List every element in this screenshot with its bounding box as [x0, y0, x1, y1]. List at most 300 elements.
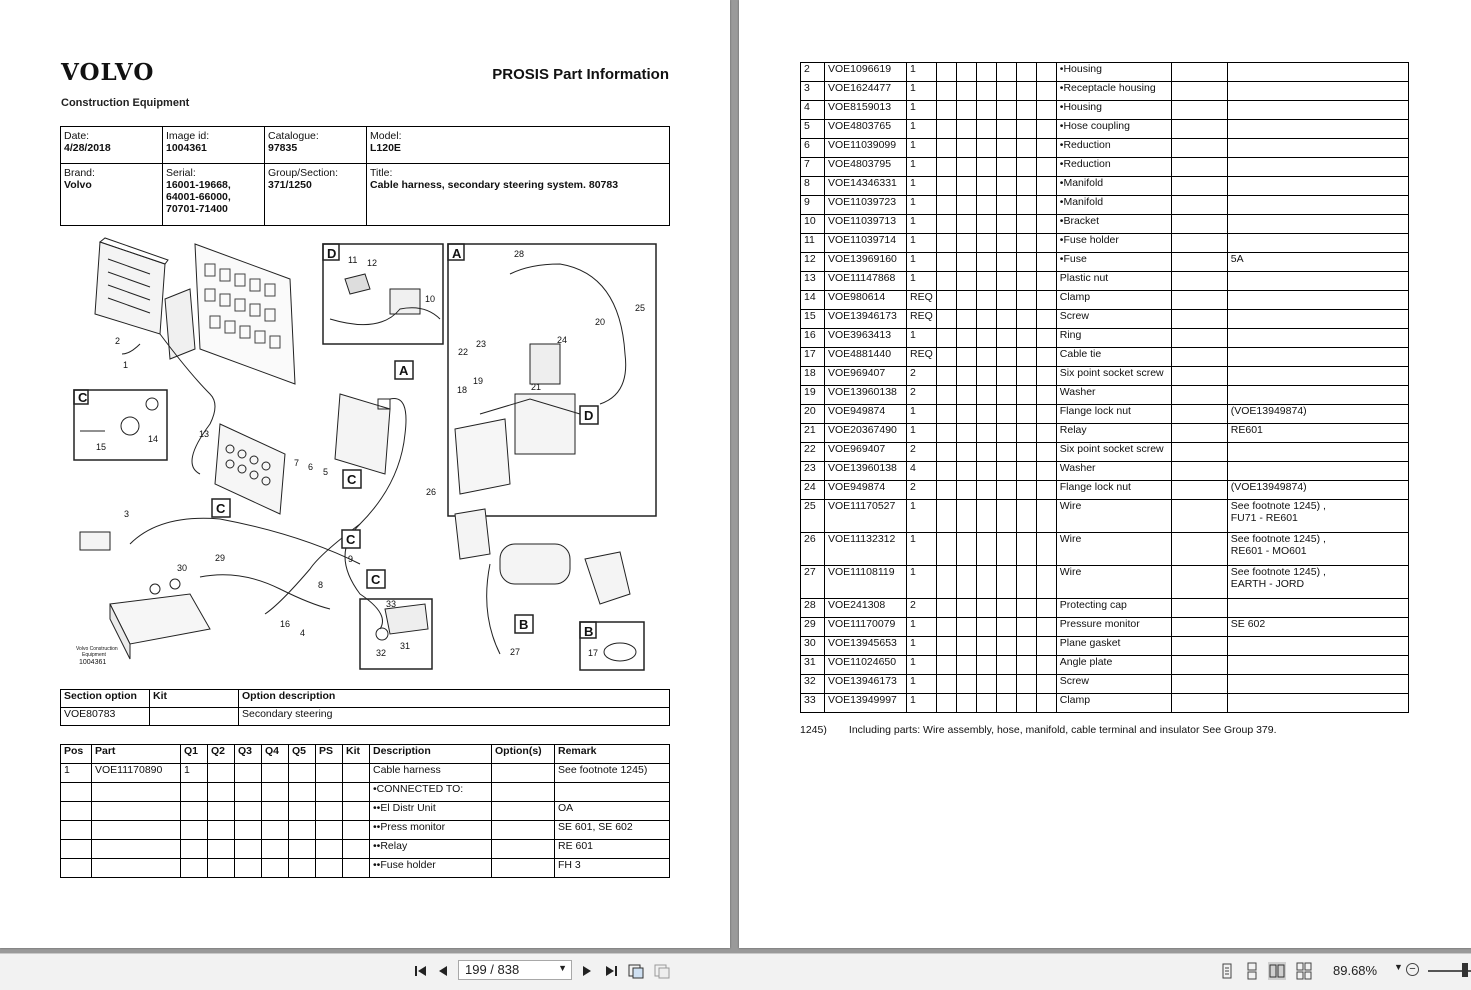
- next-view-icon[interactable]: [653, 962, 671, 980]
- description-cell: Screw: [1056, 675, 1171, 694]
- table-row: [801, 158, 1409, 177]
- empty-cell: [956, 405, 976, 424]
- table-row: [801, 234, 1409, 253]
- table-row: [801, 120, 1409, 139]
- description-cell: Washer: [1056, 386, 1171, 405]
- empty-cell: [1036, 253, 1056, 272]
- empty-cell: [996, 462, 1016, 481]
- meta-value: 371/1250: [268, 179, 312, 191]
- description-cell: •Reduction: [1056, 158, 1171, 177]
- footnote: [800, 724, 1277, 736]
- table-row: [801, 500, 1409, 533]
- empty-cell: [976, 310, 996, 329]
- quantity-cell: 2: [907, 386, 937, 405]
- empty-cell: [1016, 348, 1036, 367]
- quantity-cell: [181, 783, 208, 802]
- pos-cell: 13: [801, 272, 825, 291]
- part-number-cell: VOE11039723: [825, 196, 907, 215]
- options-cell: [1171, 120, 1227, 139]
- empty-cell: [996, 424, 1016, 443]
- quantity-cell: 1: [907, 424, 937, 443]
- empty-cell: [976, 63, 996, 82]
- options-cell: [1171, 500, 1227, 533]
- options-cell: [1171, 694, 1227, 713]
- empty-cell: [936, 694, 956, 713]
- empty-cell: [1016, 101, 1036, 120]
- description-cell: Flange lock nut: [1056, 405, 1171, 424]
- item-number: 12: [367, 258, 378, 268]
- quantity-cell: [181, 802, 208, 821]
- item-number: 8: [318, 580, 324, 590]
- options-cell: [1171, 367, 1227, 386]
- table-row: [801, 481, 1409, 500]
- empty-cell: [956, 533, 976, 566]
- remark-cell: [1227, 675, 1408, 694]
- empty-cell: [936, 481, 956, 500]
- remark-cell: [1227, 500, 1408, 533]
- empty-cell: [316, 783, 343, 802]
- quantity-cell: 1: [907, 656, 937, 675]
- empty-cell: [316, 802, 343, 821]
- pos-cell: 5: [801, 120, 825, 139]
- description-cell: Flange lock nut: [1056, 481, 1171, 500]
- description-cell: Cable tie: [1056, 348, 1171, 367]
- empty-cell: [936, 386, 956, 405]
- empty-cell: [936, 533, 956, 566]
- empty-cell: [1036, 139, 1056, 158]
- empty-cell: [289, 840, 316, 859]
- description-cell: •Manifold: [1056, 177, 1171, 196]
- item-number: 26: [426, 487, 437, 497]
- empty-cell: [936, 329, 956, 348]
- empty-cell: [1036, 120, 1056, 139]
- quantity-cell: 1: [907, 329, 937, 348]
- chevron-down-icon[interactable]: ▼: [1394, 962, 1403, 972]
- empty-cell: [936, 310, 956, 329]
- item-number: 22: [458, 347, 469, 357]
- empty-cell: [996, 675, 1016, 694]
- single-page-view-icon[interactable]: [1218, 962, 1236, 980]
- item-number: 28: [514, 249, 525, 259]
- description-cell: •Bracket: [1056, 215, 1171, 234]
- pos-cell: 20: [801, 405, 825, 424]
- empty-cell: [956, 675, 976, 694]
- table-row: [801, 291, 1409, 310]
- empty-cell: [956, 618, 976, 637]
- meta-group-cell: [265, 164, 367, 226]
- remark-cell: [1227, 215, 1408, 234]
- part-number-cell: VOE11108119: [825, 566, 907, 599]
- empty-cell: [1036, 462, 1056, 481]
- table-row: [801, 533, 1409, 566]
- empty-cell: [208, 840, 235, 859]
- item-number: 23: [476, 339, 487, 349]
- item-number: 19: [473, 376, 484, 386]
- first-page-icon[interactable]: [412, 962, 430, 980]
- empty-cell: [936, 120, 956, 139]
- remark-cell: [1227, 462, 1408, 481]
- pos-cell: 3: [801, 82, 825, 101]
- quantity-cell: 1: [907, 533, 937, 566]
- remark-cell: OA: [555, 802, 670, 821]
- pos-cell: 6: [801, 139, 825, 158]
- empty-cell: [235, 783, 262, 802]
- remark-cell: [1227, 120, 1408, 139]
- meta-value: 64001-66000,: [166, 191, 231, 203]
- empty-cell: [1016, 386, 1036, 405]
- remark-cell: [1227, 272, 1408, 291]
- empty-cell: [956, 253, 976, 272]
- options-cell: [1171, 566, 1227, 599]
- previous-view-icon[interactable]: [627, 962, 645, 980]
- empty-cell: [1016, 618, 1036, 637]
- pos-cell: 16: [801, 329, 825, 348]
- empty-cell: [996, 177, 1016, 196]
- table-row: [61, 802, 670, 821]
- description-cell: Screw: [1056, 310, 1171, 329]
- options-cell: [1171, 310, 1227, 329]
- empty-cell: [976, 500, 996, 533]
- item-number: 11: [348, 255, 358, 265]
- description-cell: Washer: [1056, 462, 1171, 481]
- remark-cell: [1227, 101, 1408, 120]
- table-row: [61, 764, 670, 783]
- description-cell: •Hose coupling: [1056, 120, 1171, 139]
- item-number: 32: [376, 648, 387, 658]
- empty-cell: [1036, 234, 1056, 253]
- meta-value: Cable harness, secondary steering system. 80783: [370, 179, 619, 191]
- empty-cell: [936, 158, 956, 177]
- empty-cell: [1016, 139, 1036, 158]
- part-number-cell: [92, 821, 181, 840]
- part-number-cell: VOE949874: [825, 481, 907, 500]
- empty-cell: [1016, 443, 1036, 462]
- empty-cell: [936, 424, 956, 443]
- remark-cell: [1227, 253, 1408, 272]
- part-number-cell: VOE8159013: [825, 101, 907, 120]
- remark-cell: See footnote 1245): [555, 764, 670, 783]
- empty-cell: [1036, 291, 1056, 310]
- pdf-viewer-toolbar: [0, 953, 1471, 990]
- options-cell: [1171, 158, 1227, 177]
- column-header: Q1: [181, 745, 208, 764]
- description-cell: Cable harness: [370, 764, 492, 783]
- table-row: [61, 783, 670, 802]
- empty-cell: [956, 120, 976, 139]
- chevron-down-icon[interactable]: ▼: [558, 963, 567, 973]
- callout-c: C: [78, 390, 88, 405]
- empty-cell: [1036, 329, 1056, 348]
- empty-cell: [1036, 443, 1056, 462]
- empty-cell: [1036, 177, 1056, 196]
- empty-cell: [956, 158, 976, 177]
- previous-page-icon[interactable]: [434, 962, 452, 980]
- item-number: 30: [177, 563, 188, 573]
- empty-cell: [262, 783, 289, 802]
- description-cell: •Reduction: [1056, 139, 1171, 158]
- meta-value: 97835: [268, 142, 298, 154]
- zoom-slider-handle[interactable]: [1462, 963, 1468, 977]
- quantity-cell: 1: [907, 566, 937, 599]
- pos-cell: 9: [801, 196, 825, 215]
- remark-cell: [1227, 637, 1408, 656]
- meta-catalogue-cell: [265, 127, 367, 164]
- meta-value: 1004361: [166, 142, 207, 154]
- item-number: 25: [635, 303, 646, 313]
- column-header: Remark: [555, 745, 670, 764]
- empty-cell: [996, 405, 1016, 424]
- options-cell: [492, 802, 555, 821]
- empty-cell: [208, 821, 235, 840]
- table-row: [801, 443, 1409, 462]
- item-number: 18: [457, 385, 468, 395]
- quantity-cell: 1: [907, 196, 937, 215]
- empty-cell: [996, 329, 1016, 348]
- description-cell: ••Fuse holder: [370, 859, 492, 878]
- empty-cell: [956, 481, 976, 500]
- empty-cell: [976, 253, 996, 272]
- meta-label: Catalogue:: [268, 130, 319, 142]
- empty-cell: [956, 291, 976, 310]
- options-cell: [1171, 386, 1227, 405]
- empty-cell: [936, 599, 956, 618]
- column-header: Q4: [262, 745, 289, 764]
- meta-image-id-cell: [163, 127, 265, 164]
- quantity-cell: 1: [907, 120, 937, 139]
- empty-cell: [996, 253, 1016, 272]
- empty-cell: [1016, 599, 1036, 618]
- remark-line: FU71 - RE601: [1230, 512, 1298, 524]
- quantity-cell: 2: [907, 443, 937, 462]
- description-cell: •Receptacle housing: [1056, 82, 1171, 101]
- callout-c: C: [371, 572, 381, 587]
- description-cell: Wire: [1056, 500, 1171, 533]
- table-row: [801, 367, 1409, 386]
- item-number: 24: [557, 335, 568, 345]
- zoom-level[interactable]: 89.68%: [1333, 963, 1378, 978]
- options-cell: [1171, 234, 1227, 253]
- empty-cell: [1036, 566, 1056, 599]
- empty-cell: [936, 272, 956, 291]
- continuous-view-icon[interactable]: [1243, 962, 1261, 980]
- empty-cell: [1036, 215, 1056, 234]
- options-cell: [1171, 599, 1227, 618]
- quantity-cell: 1: [907, 618, 937, 637]
- empty-cell: [262, 840, 289, 859]
- options-cell: [1171, 675, 1227, 694]
- empty-cell: [936, 63, 956, 82]
- pos-cell: 12: [801, 253, 825, 272]
- part-number-cell: [92, 783, 181, 802]
- empty-cell: [289, 821, 316, 840]
- footnote-text: Including parts: Wire assembly, hose, manifold, cable terminal and insulator See Group 379.: [848, 724, 1277, 736]
- column-header: Q2: [208, 745, 235, 764]
- empty-cell: [343, 802, 370, 821]
- description-cell: ••Press monitor: [370, 821, 492, 840]
- empty-cell: [1016, 215, 1036, 234]
- empty-cell: [956, 386, 976, 405]
- meta-label: Date:: [64, 130, 90, 142]
- empty-cell: [316, 821, 343, 840]
- empty-cell: [956, 63, 976, 82]
- quantity-cell: 1: [907, 405, 937, 424]
- volvo-logo: VOLVO: [61, 59, 155, 86]
- part-number-cell: [92, 802, 181, 821]
- meta-brand-cell: [61, 164, 163, 226]
- part-number-cell: [92, 859, 181, 878]
- empty-cell: [956, 424, 976, 443]
- pos-cell: 25: [801, 500, 825, 533]
- meta-date-cell: [61, 127, 163, 164]
- meta-label: Brand:: [64, 167, 95, 179]
- remark-cell: [1227, 599, 1408, 618]
- column-header: Description: [370, 745, 492, 764]
- remark-cell: [1227, 63, 1408, 82]
- quantity-cell: 1: [907, 272, 937, 291]
- empty-cell: [289, 783, 316, 802]
- pos-cell: 23: [801, 462, 825, 481]
- empty-cell: [956, 566, 976, 599]
- item-number: 15: [96, 442, 107, 452]
- part-number-cell: [92, 840, 181, 859]
- meta-value: 70701-71400: [166, 203, 228, 215]
- options-cell: [1171, 462, 1227, 481]
- empty-cell: [996, 656, 1016, 675]
- empty-cell: [976, 618, 996, 637]
- table-row: [801, 637, 1409, 656]
- empty-cell: [936, 291, 956, 310]
- page-number-input[interactable]: [458, 960, 572, 980]
- remark-cell: [1227, 158, 1408, 177]
- column-header: Q3: [235, 745, 262, 764]
- column-header: Option description: [239, 690, 670, 708]
- table-row: [801, 656, 1409, 675]
- empty-cell: [1016, 675, 1036, 694]
- empty-cell: [1016, 329, 1036, 348]
- pos-cell: 21: [801, 424, 825, 443]
- empty-cell: [316, 859, 343, 878]
- meta-value: 16001-19668,: [166, 179, 231, 191]
- part-number-cell: VOE949874: [825, 405, 907, 424]
- empty-cell: [976, 272, 996, 291]
- description-cell: ••Relay: [370, 840, 492, 859]
- options-cell: [1171, 443, 1227, 462]
- empty-cell: [936, 234, 956, 253]
- empty-cell: [976, 637, 996, 656]
- empty-cell: [936, 618, 956, 637]
- description-cell: Six point socket screw: [1056, 367, 1171, 386]
- remark-cell: [1227, 139, 1408, 158]
- empty-cell: [936, 443, 956, 462]
- empty-cell: [343, 783, 370, 802]
- options-cell: [492, 859, 555, 878]
- table-row: [801, 618, 1409, 637]
- empty-cell: [1016, 82, 1036, 101]
- empty-cell: [956, 656, 976, 675]
- empty-cell: [1016, 566, 1036, 599]
- empty-cell: [936, 500, 956, 533]
- description-cell: •Housing: [1056, 63, 1171, 82]
- part-number-cell: VOE969407: [825, 367, 907, 386]
- item-number: 33: [386, 599, 397, 609]
- empty-cell: [996, 120, 1016, 139]
- meta-value: Volvo: [64, 179, 92, 191]
- empty-cell: [235, 821, 262, 840]
- options-cell: [1171, 177, 1227, 196]
- next-page-icon[interactable]: [578, 962, 596, 980]
- zoom-out-icon[interactable]: −: [1406, 963, 1419, 976]
- empty-cell: [1016, 63, 1036, 82]
- empty-cell: [936, 675, 956, 694]
- remark-line: See footnote 1245) ,: [1230, 500, 1326, 512]
- empty-cell: [208, 764, 235, 783]
- pos-cell: 17: [801, 348, 825, 367]
- remark-cell: [1227, 386, 1408, 405]
- column-header: Section option: [61, 690, 150, 708]
- empty-cell: [1016, 177, 1036, 196]
- last-page-icon[interactable]: [602, 962, 620, 980]
- quantity-cell: 1: [907, 101, 937, 120]
- meta-value: 4/28/2018: [64, 142, 111, 154]
- empty-cell: [1036, 533, 1056, 566]
- options-cell: [492, 783, 555, 802]
- table-row: [801, 675, 1409, 694]
- callout-a: A: [399, 363, 409, 378]
- empty-cell: [936, 566, 956, 599]
- empty-cell: [976, 405, 996, 424]
- options-cell: [1171, 533, 1227, 566]
- pos-cell: 11: [801, 234, 825, 253]
- description-cell: Relay: [1056, 424, 1171, 443]
- empty-cell: [1036, 101, 1056, 120]
- part-number-cell: VOE14346331: [825, 177, 907, 196]
- options-cell: [1171, 82, 1227, 101]
- document-title: PROSIS Part Information: [492, 66, 669, 83]
- remark-line: (VOE13949874): [1230, 405, 1307, 417]
- table-cell: [150, 708, 239, 726]
- empty-cell: [976, 462, 996, 481]
- empty-cell: [956, 348, 976, 367]
- remark-line: EARTH - JORD: [1230, 578, 1305, 590]
- empty-cell: [1036, 386, 1056, 405]
- part-number-cell: VOE13946173: [825, 675, 907, 694]
- pos-cell: 1: [61, 764, 92, 783]
- remark-cell: [1227, 196, 1408, 215]
- description-cell: •Manifold: [1056, 196, 1171, 215]
- two-page-continuous-icon[interactable]: [1295, 962, 1313, 980]
- part-number-cell: VOE4803795: [825, 158, 907, 177]
- quantity-cell: 1: [907, 82, 937, 101]
- quantity-cell: 1: [907, 215, 937, 234]
- exploded-parts-diagram: [60, 234, 670, 674]
- table-row: [801, 329, 1409, 348]
- empty-cell: [956, 196, 976, 215]
- remark-cell: FH 3: [555, 859, 670, 878]
- empty-cell: [996, 618, 1016, 637]
- parts-table-right: [800, 62, 1409, 713]
- item-number: 4: [300, 628, 306, 638]
- two-page-view-icon[interactable]: [1268, 962, 1286, 980]
- description-cell: Wire: [1056, 533, 1171, 566]
- empty-cell: [996, 82, 1016, 101]
- table-row: [801, 599, 1409, 618]
- empty-cell: [936, 139, 956, 158]
- empty-cell: [936, 462, 956, 481]
- empty-cell: [235, 764, 262, 783]
- quantity-cell: [181, 859, 208, 878]
- electrical-distribution-unit-drawing: [95, 238, 295, 474]
- empty-cell: [936, 177, 956, 196]
